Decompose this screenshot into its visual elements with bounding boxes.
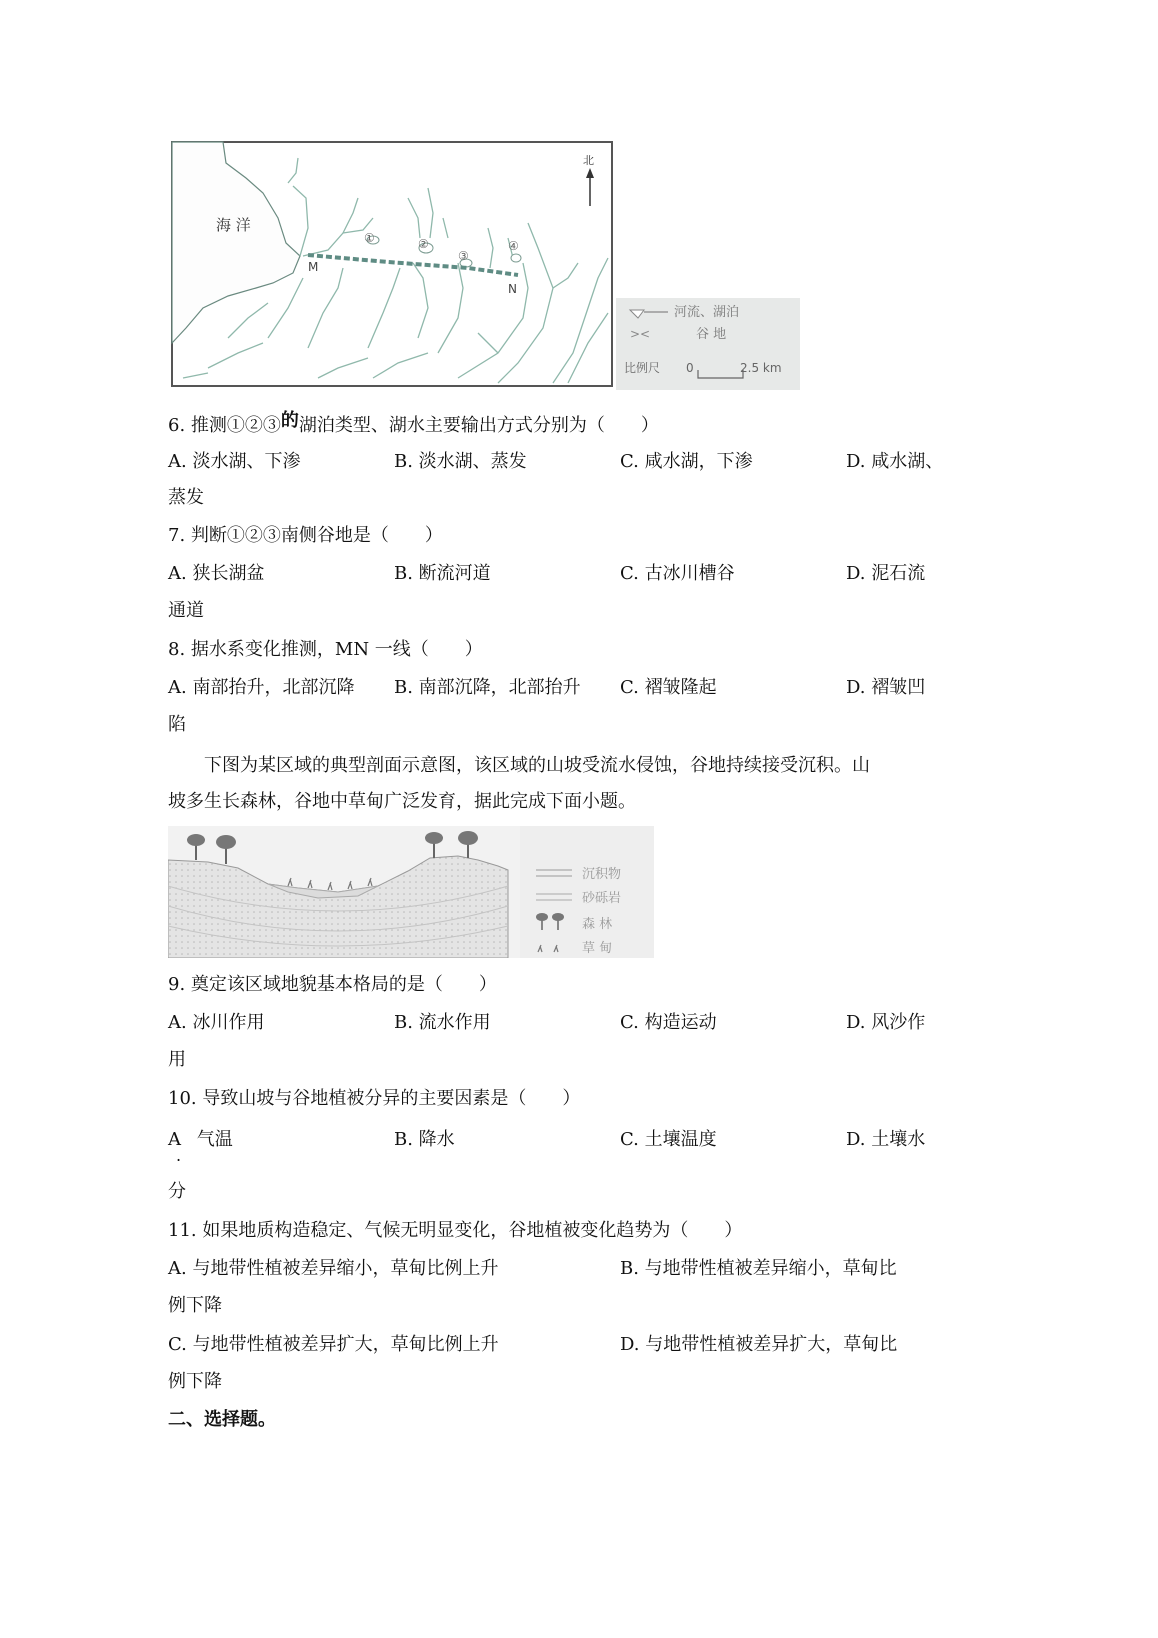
legend-rock-label: 砂砾岩: [582, 891, 622, 906]
q6-option-d: D. 咸水湖、: [846, 451, 944, 472]
q11-option-b: B. 与地带性植被差异缩小，草甸比: [620, 1258, 897, 1279]
legend-river-label: 河流、湖泊: [674, 305, 740, 320]
legend-valley-label: 谷 地: [696, 327, 727, 342]
q9-option-d-wrap: 用: [168, 1049, 186, 1070]
q10-option-c: C. 土壤温度: [620, 1129, 717, 1150]
q7-option-a: A. 狭长湖盆: [168, 563, 265, 584]
intro-line-2: 坡多生长森林，谷地中草甸广泛发育，据此完成下面小题。: [168, 791, 636, 812]
q9-option-a: A. 冰川作用: [168, 1012, 265, 1033]
q6-option-b: B. 淡水湖、蒸发: [394, 451, 527, 472]
q8-stem: 8. 据水系变化推测，MN 一线（ ）: [168, 639, 483, 660]
lake-3-label: ③: [458, 249, 469, 263]
legend-forest-label: 森 林: [582, 917, 613, 932]
q7-option-b: B. 断流河道: [394, 563, 491, 584]
scale-value-label: 2.5 km: [740, 361, 782, 375]
q10-option-d-wrap: 分: [168, 1181, 186, 1202]
scale-zero-label: 0: [686, 361, 694, 375]
q10-option-a-dot: .: [176, 1146, 182, 1165]
q6-emphasis: 的: [280, 410, 299, 431]
lake-2-label: ②: [418, 237, 429, 251]
intro-line-1: 下图为某区域的典型剖面示意图，该区域的山坡受流水侵蚀，谷地持续接受沉积。山: [204, 755, 870, 776]
q11-option-b-wrap: 例下降: [168, 1295, 222, 1316]
q9-option-b: B. 流水作用: [394, 1012, 491, 1033]
q8-option-b: B. 南部沉降，北部抬升: [394, 677, 581, 698]
map-svg: [168, 138, 804, 394]
q9-option-c: C. 构造运动: [620, 1012, 717, 1033]
map-figure: [168, 138, 804, 394]
q11-option-d-wrap: 例下降: [168, 1371, 222, 1392]
valley-legend-icon: ><: [630, 327, 651, 341]
q7-option-d-wrap: 通道: [168, 600, 204, 621]
q7-option-d: D. 泥石流: [846, 563, 926, 584]
q8-option-d-wrap: 陷: [168, 714, 186, 735]
legend-scale-label: 比例尺: [624, 361, 661, 375]
q6-stem: 6. 推测①②③的湖泊类型、湖水主要输出方式分别为（ ）: [168, 410, 659, 436]
profile-figure: [168, 826, 654, 958]
q8-option-c: C. 褶皱隆起: [620, 677, 717, 698]
q7-stem: 7. 判断①②③南侧谷地是（ ）: [168, 525, 443, 546]
legend-sediment-label: 沉积物: [582, 867, 622, 882]
section-2-heading: 二、选择题。: [168, 1409, 276, 1430]
q6-option-c: C. 咸水湖，下渗: [620, 451, 753, 472]
profile-svg: [168, 826, 654, 958]
lake-4-label: ④: [508, 239, 519, 253]
point-n-label: N: [508, 282, 517, 296]
q9-option-d: D. 风沙作: [846, 1012, 926, 1033]
q8-option-a: A. 南部抬升，北部沉降: [168, 677, 355, 698]
q11-option-d: D. 与地带性植被差异扩大，草甸比: [620, 1334, 898, 1355]
q6-option-a: A. 淡水湖、下渗: [168, 451, 301, 472]
q10-option-d: D. 土壤水: [846, 1129, 926, 1150]
q10-option-b: B. 降水: [394, 1129, 455, 1150]
ocean-label: 海 洋: [216, 216, 251, 234]
lake-4-shape: [511, 254, 521, 262]
north-label: 北: [583, 154, 594, 167]
lake-1-label: ①: [364, 231, 375, 245]
point-m-label: M: [308, 260, 319, 274]
q8-option-d: D. 褶皱凹: [846, 677, 926, 698]
legend-meadow-label: 草 甸: [582, 941, 613, 956]
q11-option-a: A. 与地带性植被差异缩小，草甸比例上升: [168, 1258, 499, 1279]
q10-option-a: A 气温: [168, 1129, 233, 1150]
q10-stem: 10. 导致山坡与谷地植被分异的主要因素是（ ）: [168, 1088, 581, 1109]
q11-option-c: C. 与地带性植被差异扩大，草甸比例上升: [168, 1334, 499, 1355]
q6-option-d-wrap: 蒸发: [168, 487, 204, 508]
q9-stem: 9. 奠定该区域地貌基本格局的是（ ）: [168, 974, 497, 995]
q7-option-c: C. 古冰川槽谷: [620, 563, 735, 584]
q11-stem: 11. 如果地质构造稳定、气候无明显变化，谷地植被变化趋势为（ ）: [168, 1220, 743, 1241]
